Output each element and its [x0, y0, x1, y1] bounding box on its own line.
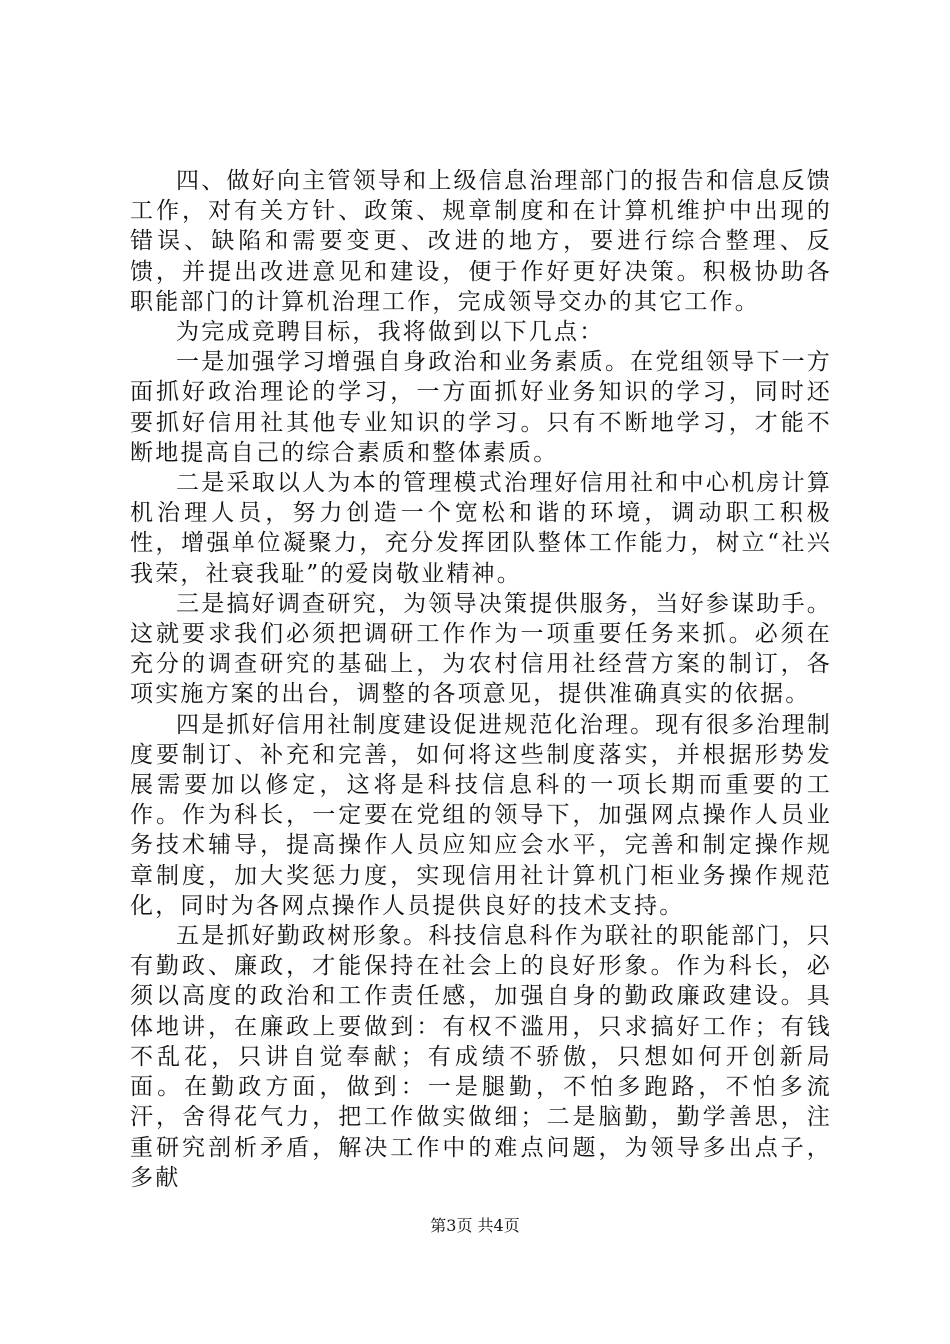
paragraph: 一是加强学习增强自身政治和业务素质。在党组领导下一方面抓好政治理论的学习，一方面抓好业务知识的学习，同时还要抓好信用社其他专业知识的学习。只有不断地学习，才能不断地提高自己的综合素质和整体素质。: [130, 349, 832, 466]
paragraph: 二是采取以人为本的管理模式治理好信用社和中心机房计算机治理人员，努力创造一个宽松和谐的环境，调动职工积极性，增强单位凝聚力，充分发挥团队整体工作能力，树立“社兴我荣，社衰我耻”的爱岗敬业精神。: [130, 470, 832, 587]
paragraph: 为完成竞聘目标，我将做到以下几点：: [176, 319, 605, 346]
paragraph: 三是搞好调查研究，为领导决策提供服务，当好参谋助手。这就要求我们必须把调研工作作为一项重要任务来抓。必须在充分的调查研究的基础上，为农村信用社经营方案的制订，各项实施方案的出台，调整的各项意见，提供准确真实的依据。: [130, 590, 832, 708]
document-body: [130, 166, 832, 1193]
page-number-footer: 第3页 共4页: [430, 1216, 520, 1235]
paragraph: 四、做好向主管领导和上级信息治理部门的报告和信息反馈工作，对有关方针、政策、规章制度和在计算机维护中出现的错误、缺陷和需要变更、改进的地方，要进行综合整理、反馈，并提出改进意见和建设，便于作好更好决策。积极协助各职能部门的计算机治理工作，完成领导交办的其它工作。: [130, 168, 832, 315]
paragraph: 四是抓好信用社制度建设促进规范化治理。现有很多治理制度要制订、补充和完善，如何将这些制度落实，并根据形势发展需要加以修定，这将是科技信息科的一项长期而重要的工作。作为科长，一定要在党组的领导下，加强网点操作人员业务技术辅导，提高操作人员应知应会水平，完善和制定操作规章制度，加大奖惩力度，实现信用社计算机门柜业务操作规范化，同时为各网点操作人员提供良好的技术支持。: [130, 711, 832, 919]
paragraph: 五是抓好勤政树形象。科技信息科作为联社的职能部门，只有勤政、廉政，才能保持在社会上的良好形象。作为科长，必须以高度的政治和工作责任感，加强自身的勤政廉政建设。具体地讲，在廉政上要做到：有权不滥用，只求搞好工作；有钱不乱花，只讲自觉奉献；有成绩不骄傲，只想如何开创新局面。在勤政方面，做到：一是腿勤，不怕多跑路，不怕多流汗，舍得花气力，把工作做实做细；二是脑勤，勤学善思，注重研究剖析矛盾，解决工作中的难点问题，为领导多出点子，多献: [130, 923, 832, 1191]
